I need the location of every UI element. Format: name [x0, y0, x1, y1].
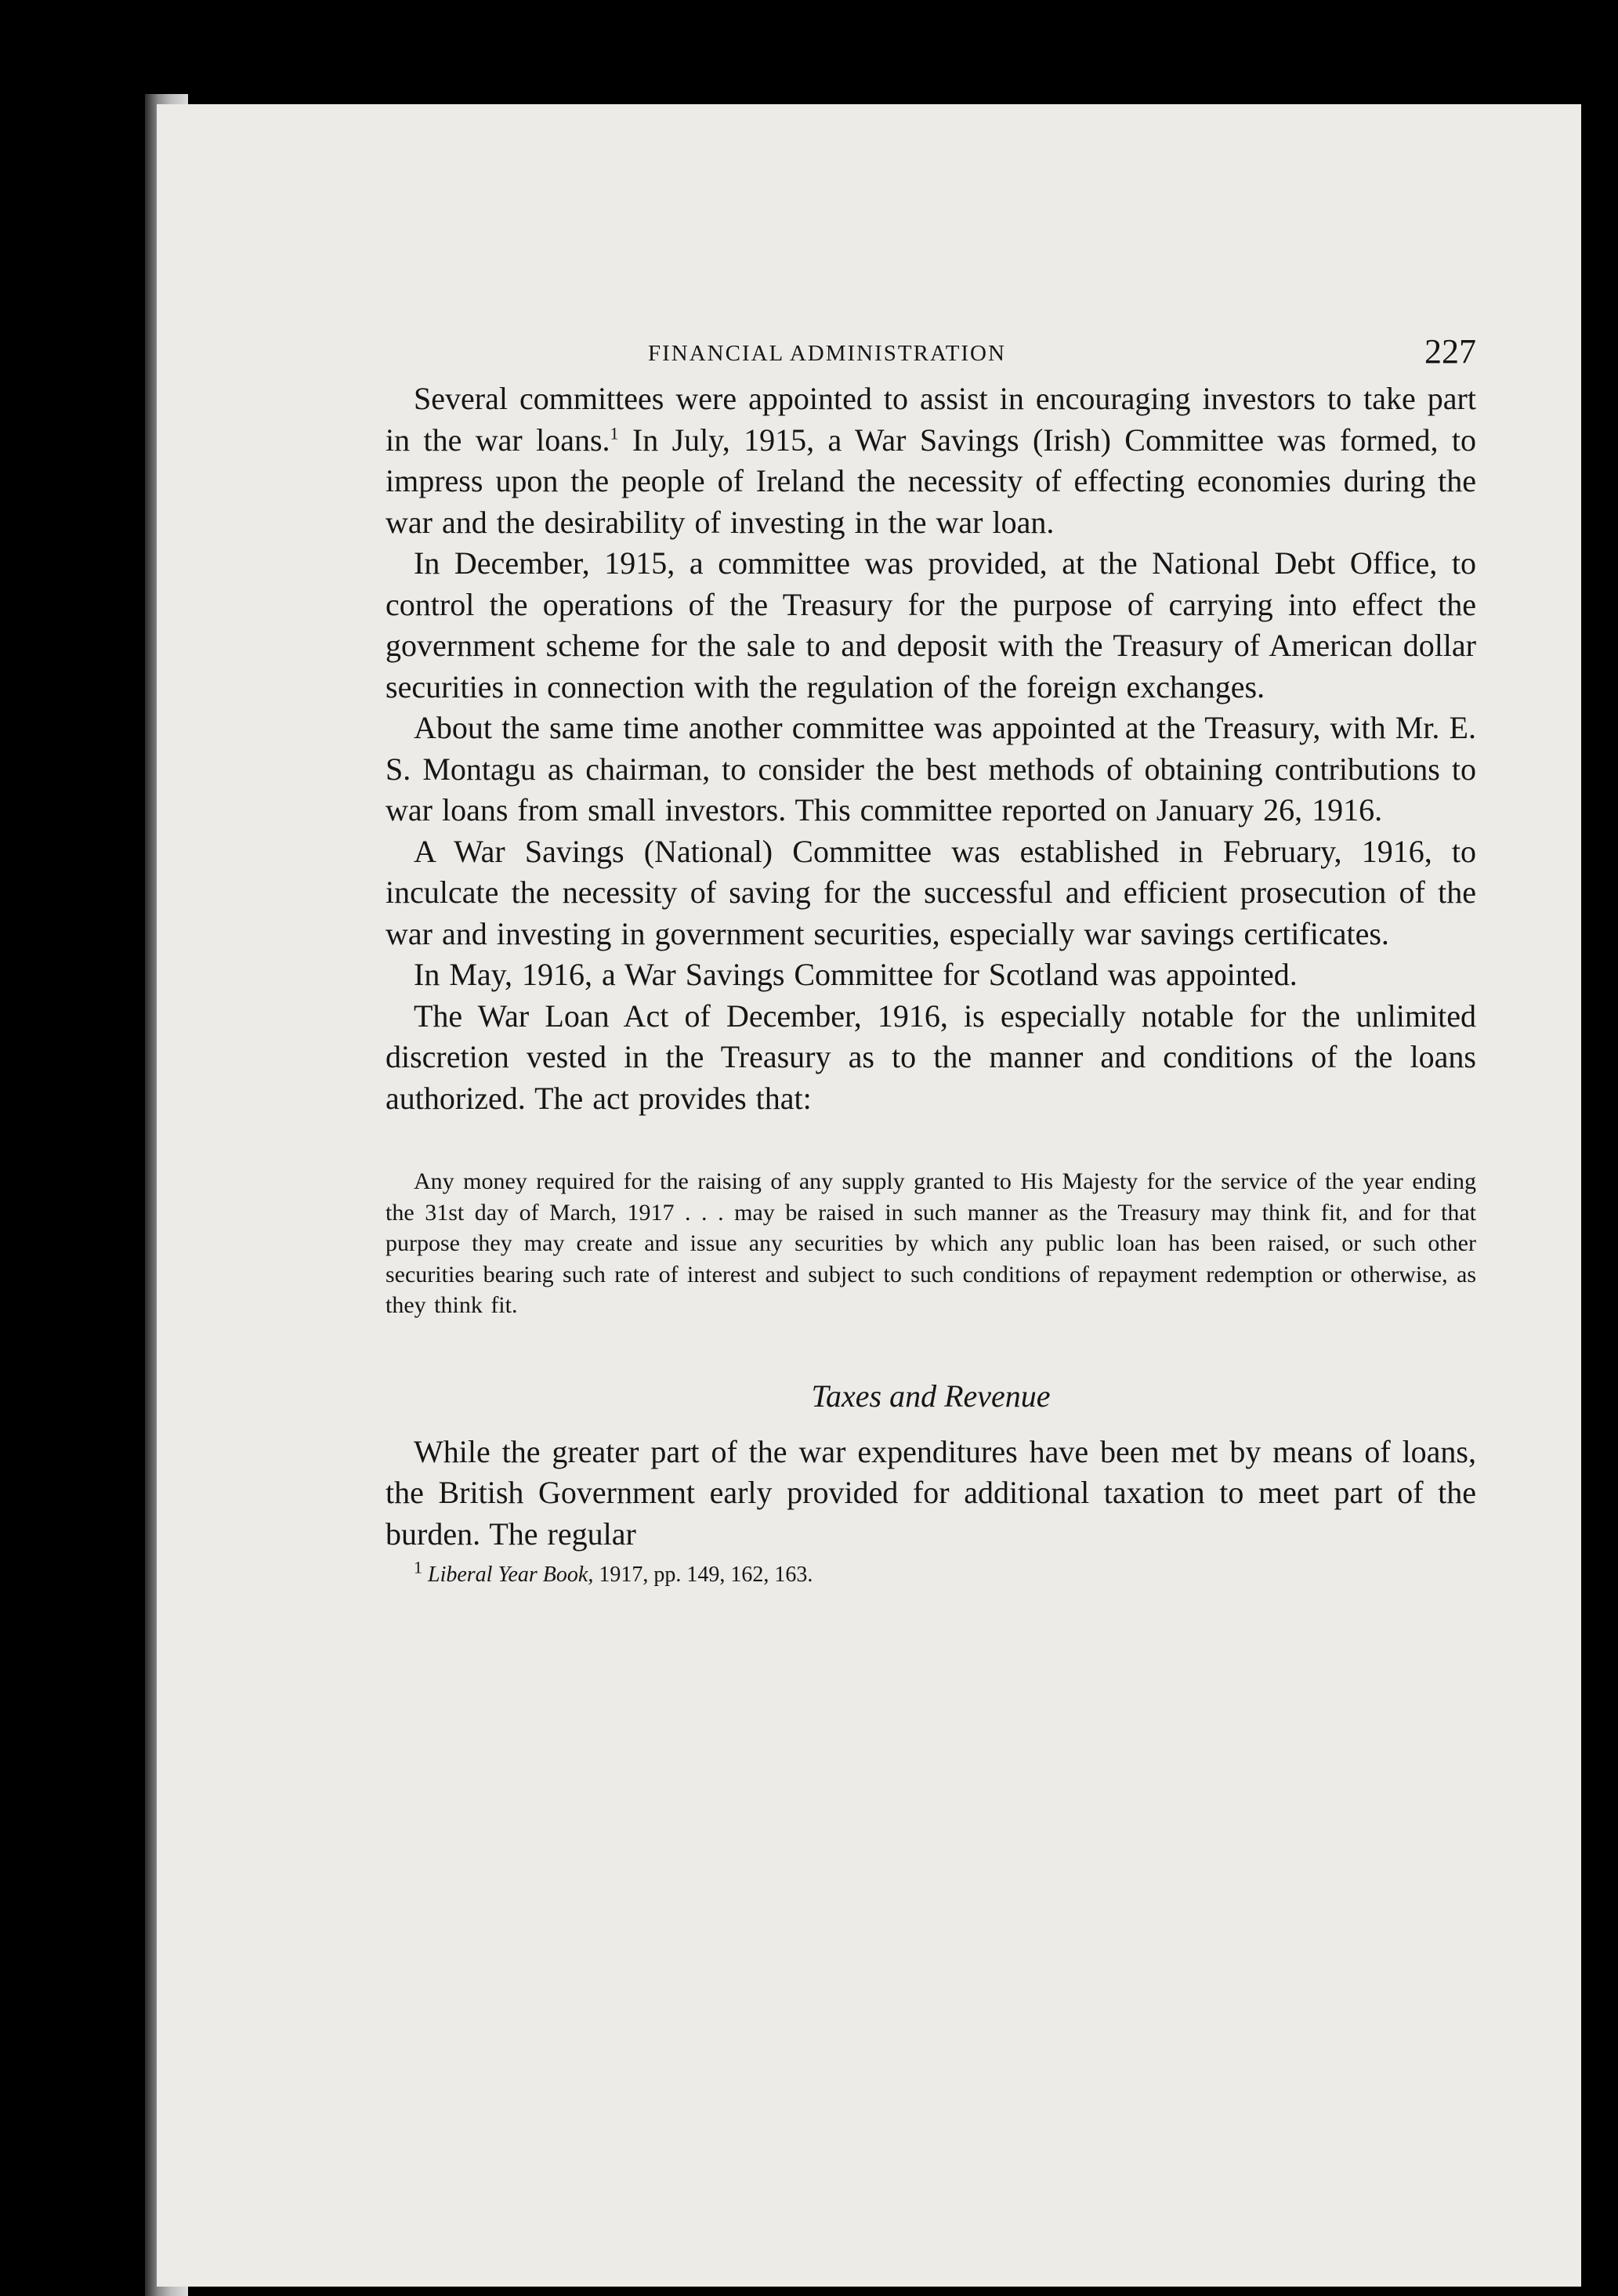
- running-head-title: FINANCIAL ADMINISTRATION: [648, 341, 1006, 366]
- footnote-marker: 1: [414, 1557, 422, 1577]
- footnote-source-title: Liberal Year Book,: [428, 1563, 594, 1587]
- paragraph-committees-rest: In July, 1915, a War Savings (Irish) Committee was formed, to impress upon the people of Ireland the necessity of effecting economies during the war and the desirability of investing in the war loan.: [385, 422, 1477, 540]
- paragraph-taxes: While the greater part of the war expenditures have been met by means of loans, the British Government early provided for additional taxation to meet part of the burden. The regular: [385, 1433, 1476, 1552]
- paragraph-war-loan-act: The War Loan Act of December, 1916, is especially notable for the unlimited discretion vested in the Treasury as to the manner and conditions of the loans authorized. The act provides that:: [385, 998, 1476, 1116]
- section-heading: Taxes and Revenue: [811, 1378, 1051, 1414]
- paragraph-committees-text: Several committees were appointed to assist in encouraging investors to take part in the war loans.: [385, 381, 1476, 458]
- footnote-source-details: 1917, pp. 149, 162, 163.: [593, 1563, 813, 1587]
- paragraph-scotland-committee: In May, 1916, a War Savings Committee for Scotland was appointed.: [414, 957, 1298, 992]
- block-quote: [385, 1166, 1476, 1321]
- paragraph-national-debt-office: In December, 1915, a committee was provided, at the National Debt Office, to control the operations of the Treasury for the purpose of carrying into effect the government scheme for the sale to and deposit with the Treasury of American dollar securities in connection with the regulation of the foreign exchanges.: [385, 545, 1476, 704]
- page-number: 227: [1424, 332, 1476, 371]
- section-body: [385, 1432, 1476, 1555]
- footnote-reference: 1: [610, 423, 619, 444]
- paragraph-committees: [385, 378, 1476, 543]
- running-head: [385, 331, 1476, 378]
- paragraph-montagu-committee: About the same time another committee was appointed at the Treasury, with Mr. E. S. Montagu as chairman, to consider the best methods of obtaining contributions to war loans from small investors. This committee reported on January 26, 1916.: [385, 710, 1476, 828]
- paragraph-war-savings-national: A War Savings (National) Committee was established in February, 1916, to inculcate the necessity of saving for the successful and efficient prosecution of the war and investing in government securities, especially war savings certificates.: [385, 833, 1476, 951]
- block-quote-text: Any money required for the raising of any supply granted to His Majesty for the service of the year ending the 31st day of March, 1917 . . . may be raised in such manner as the Treasury may think fit, and for that purpose they may create and issue any securities by which any public loan has been raised, or such other securities bearing such rate of interest and subject to such conditions of repayment redemption or otherwise, as they think fit.: [385, 1168, 1476, 1318]
- body-text: [385, 378, 1476, 1119]
- book-page: [157, 104, 1581, 2287]
- page-content: [385, 331, 1476, 1589]
- footnote: [385, 1557, 1476, 1589]
